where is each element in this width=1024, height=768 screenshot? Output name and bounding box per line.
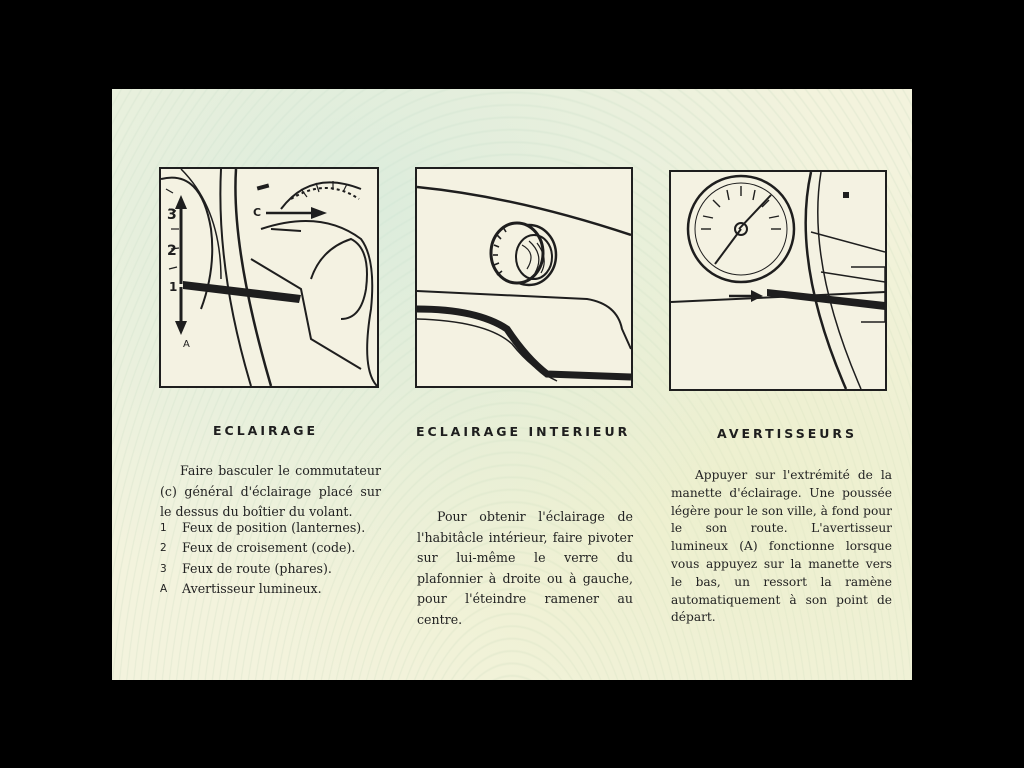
- manual-page: [112, 89, 912, 680]
- list-item: [160, 561, 385, 581]
- list-item-text: Feux de route (phares).: [182, 560, 332, 576]
- illustration-horn: [669, 170, 887, 391]
- scale-label-2: 2: [167, 243, 177, 259]
- lighting-switch-drawing: [161, 169, 377, 386]
- avertisseurs-text: Appuyer sur l'extrémité de la manette d'éclairage. Une poussée légère pour le son ville, à fond pour le son route. L'avertisseur lumineux (A) fonctionne lorsque vous appuyez sur la manette vers le bas, un ressort la ramène automatiquement à son point de départ.: [671, 468, 892, 625]
- heading-eclairage: ECLAIRAGE: [213, 423, 319, 438]
- list-item-marker: 1: [160, 522, 167, 534]
- list-item-text: Feux de croisement (code).: [182, 540, 356, 556]
- ceiling-light-drawing: [417, 169, 631, 386]
- eclairage-interieur-text: Pour obtenir l'éclairage de l'habitâcle intérieur, faire pivoter sur lui-même le verre du plafonnier à droite ou à gauche, pour l'éteindre ramener au centre.: [417, 509, 633, 627]
- heading-eclairage-interieur: ECLAIRAGE INTERIEUR: [416, 424, 631, 439]
- illustration-lighting-switch: [159, 167, 379, 388]
- list-item-text: Avertisseur lumineux.: [182, 580, 322, 596]
- eclairage-list: [160, 520, 385, 601]
- list-item-marker: 2: [160, 542, 167, 555]
- illustration-ceiling-light: [415, 167, 633, 388]
- scale-label-3: 3: [167, 207, 177, 223]
- heading-avertisseurs: AVERTISSEURS: [717, 426, 858, 441]
- list-item-marker: A: [160, 582, 168, 595]
- switch-label-c: C: [253, 206, 262, 219]
- list-item: [160, 540, 385, 560]
- list-item-marker: 3: [160, 562, 167, 575]
- eclairage-intro: Faire basculer le commutateur (c) général d'éclairage placé sur le dessus du boîtier du volant.: [160, 463, 381, 519]
- horn-drawing: [671, 172, 885, 389]
- list-item-text: Feux de position (lanternes).: [182, 520, 366, 535]
- list-item: [160, 520, 385, 540]
- scale-label-1: 1: [169, 280, 178, 294]
- list-item: [160, 581, 385, 601]
- switch-label-a: A: [183, 339, 190, 350]
